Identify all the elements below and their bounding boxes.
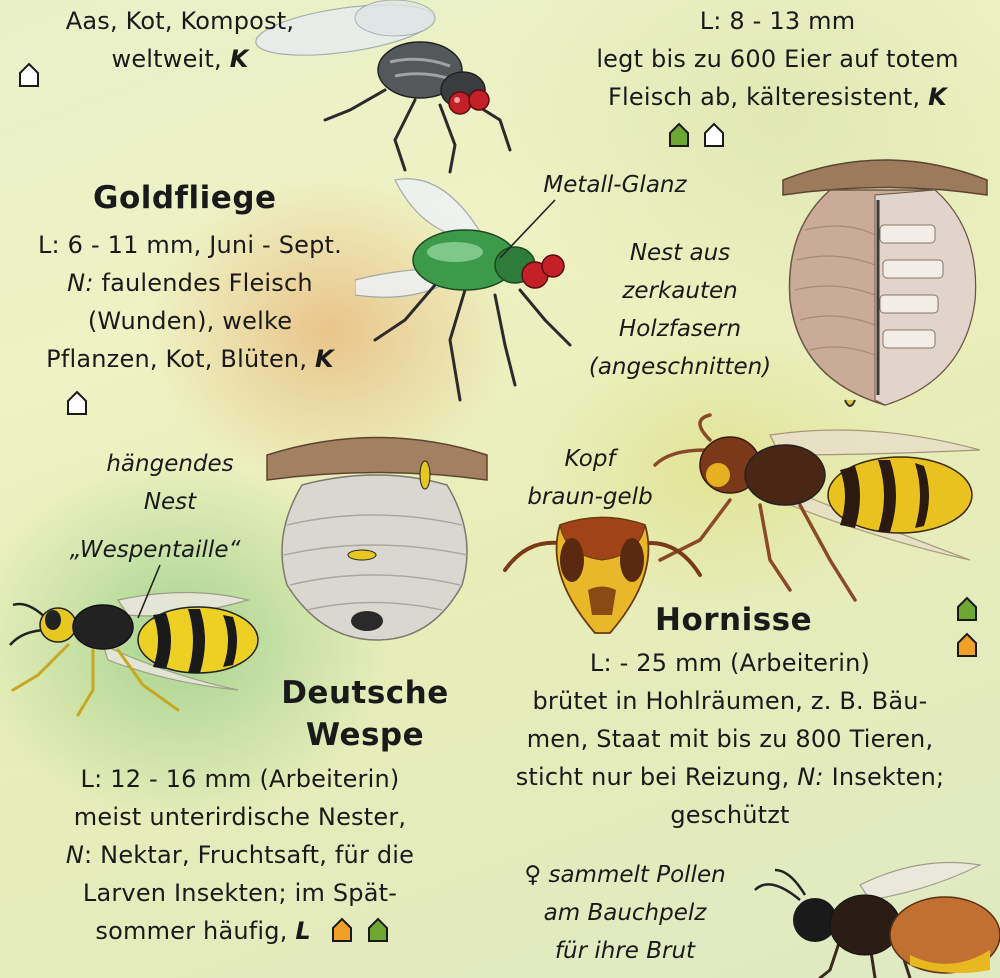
hanging-nest-label bbox=[90, 445, 250, 521]
wespe-line3 bbox=[20, 836, 460, 874]
top-left-line2-text: weltweit, bbox=[111, 45, 230, 73]
top-left-line2 bbox=[50, 40, 310, 78]
food-prefix: N: bbox=[797, 763, 824, 791]
wespe-line5 bbox=[20, 912, 460, 950]
habitat-house-green-icon bbox=[367, 917, 389, 943]
hornisse-title: Hornisse bbox=[655, 602, 813, 638]
wespe-description bbox=[20, 760, 460, 950]
head-color-line2: braun-gelb bbox=[527, 484, 653, 510]
bee-pollen-line3: für ihre Brut bbox=[554, 938, 696, 964]
goldfliege-description bbox=[0, 226, 380, 378]
top-right-line1: L: 8 - 13 mm bbox=[699, 7, 856, 35]
head-color-line1: Kopf bbox=[564, 446, 616, 472]
hornisse-line4-text: sticht nur bei Reizung, bbox=[515, 763, 798, 791]
bee-pollen-label bbox=[505, 856, 745, 970]
habitat-house-green-icon bbox=[956, 596, 978, 622]
goldfliege-line2 bbox=[0, 264, 380, 302]
wasp-waist-label: „Wespentaille“ bbox=[69, 537, 241, 563]
goldfliege-line4-text: Pflanzen, Kot, Blüten, bbox=[46, 345, 315, 373]
habitat-house-white-icon bbox=[703, 122, 725, 148]
climate-mark: K bbox=[928, 83, 947, 111]
food-prefix: N: bbox=[67, 269, 94, 297]
habitat-house-green-icon bbox=[668, 122, 690, 148]
goldfliege-line3: (Wunden), welke bbox=[87, 307, 293, 335]
wespe-title-line2: Wespe bbox=[305, 717, 425, 753]
hanging-nest-line1: hängendes bbox=[106, 451, 234, 477]
wespe-title bbox=[240, 672, 490, 756]
wespe-line3-text: : Nektar, Fruchtsaft, für die bbox=[84, 841, 415, 869]
top-right-description bbox=[555, 2, 1000, 116]
wespe-line1: L: 12 - 16 mm (Arbeiterin) bbox=[80, 765, 400, 793]
goldfliege-line2-text: faulendes Fleisch bbox=[93, 269, 313, 297]
metallic-sheen-label: Metall-Glanz bbox=[543, 172, 687, 198]
hornisse-line2: brütet in Hohlräumen, z. B. Bäu- bbox=[532, 687, 928, 715]
habitat-house-orange-icon bbox=[331, 917, 353, 943]
head-color-label bbox=[510, 440, 670, 516]
hornisse-line4-rest: Insekten; bbox=[823, 763, 945, 791]
climate-mark: K bbox=[229, 45, 249, 73]
hornisse-line4 bbox=[480, 758, 980, 796]
top-left-description bbox=[50, 2, 310, 78]
goldfliege-line1: L: 6 - 11 mm, Juni - Sept. bbox=[37, 231, 343, 259]
top-right-line3-text: Fleisch ab, kälteresistent, bbox=[608, 83, 929, 111]
wood-nest-line1: Nest aus bbox=[629, 240, 731, 266]
top-right-line3 bbox=[555, 78, 1000, 116]
habitat-house-white-icon bbox=[66, 390, 88, 416]
hanging-nest-line2: Nest bbox=[143, 489, 197, 515]
top-left-line1: Aas, Kot, Kompost, bbox=[65, 7, 295, 35]
climate-mark: L bbox=[295, 917, 311, 945]
wood-nest-line4: (angeschnitten) bbox=[588, 354, 772, 380]
wespe-title-line1: Deutsche bbox=[281, 675, 449, 711]
wespe-line4: Larven Insekten; im Spät- bbox=[82, 879, 398, 907]
top-right-line2: legt bis zu 600 Eier auf totem bbox=[596, 45, 959, 73]
bee-pollen-line2: am Bauchpelz bbox=[543, 900, 707, 926]
top-right-habitat-icons bbox=[668, 122, 725, 148]
goldfliege-title: Goldfliege bbox=[93, 180, 277, 216]
hornisse-description bbox=[480, 644, 980, 834]
food-prefix: N bbox=[65, 841, 85, 869]
hornisse-line3: men, Staat mit bis zu 800 Tieren, bbox=[526, 725, 934, 753]
hornisse-line1: L: - 25 mm (Arbeiterin) bbox=[589, 649, 871, 677]
bee-pollen-line1: ♀ sammelt Pollen bbox=[524, 862, 726, 888]
wood-nest-label bbox=[565, 234, 795, 386]
hornisse-line5: geschützt bbox=[670, 801, 790, 829]
goldfliege-line4 bbox=[0, 340, 380, 378]
wespe-line2: meist unterirdische Nester, bbox=[73, 803, 407, 831]
habitat-house-white-icon bbox=[18, 62, 40, 88]
climate-mark: K bbox=[315, 345, 334, 373]
wespe-line5-text: sommer häufig, bbox=[95, 917, 296, 945]
wood-nest-line3: Holzfasern bbox=[618, 316, 742, 342]
wood-nest-line2: zerkauten bbox=[622, 278, 738, 304]
